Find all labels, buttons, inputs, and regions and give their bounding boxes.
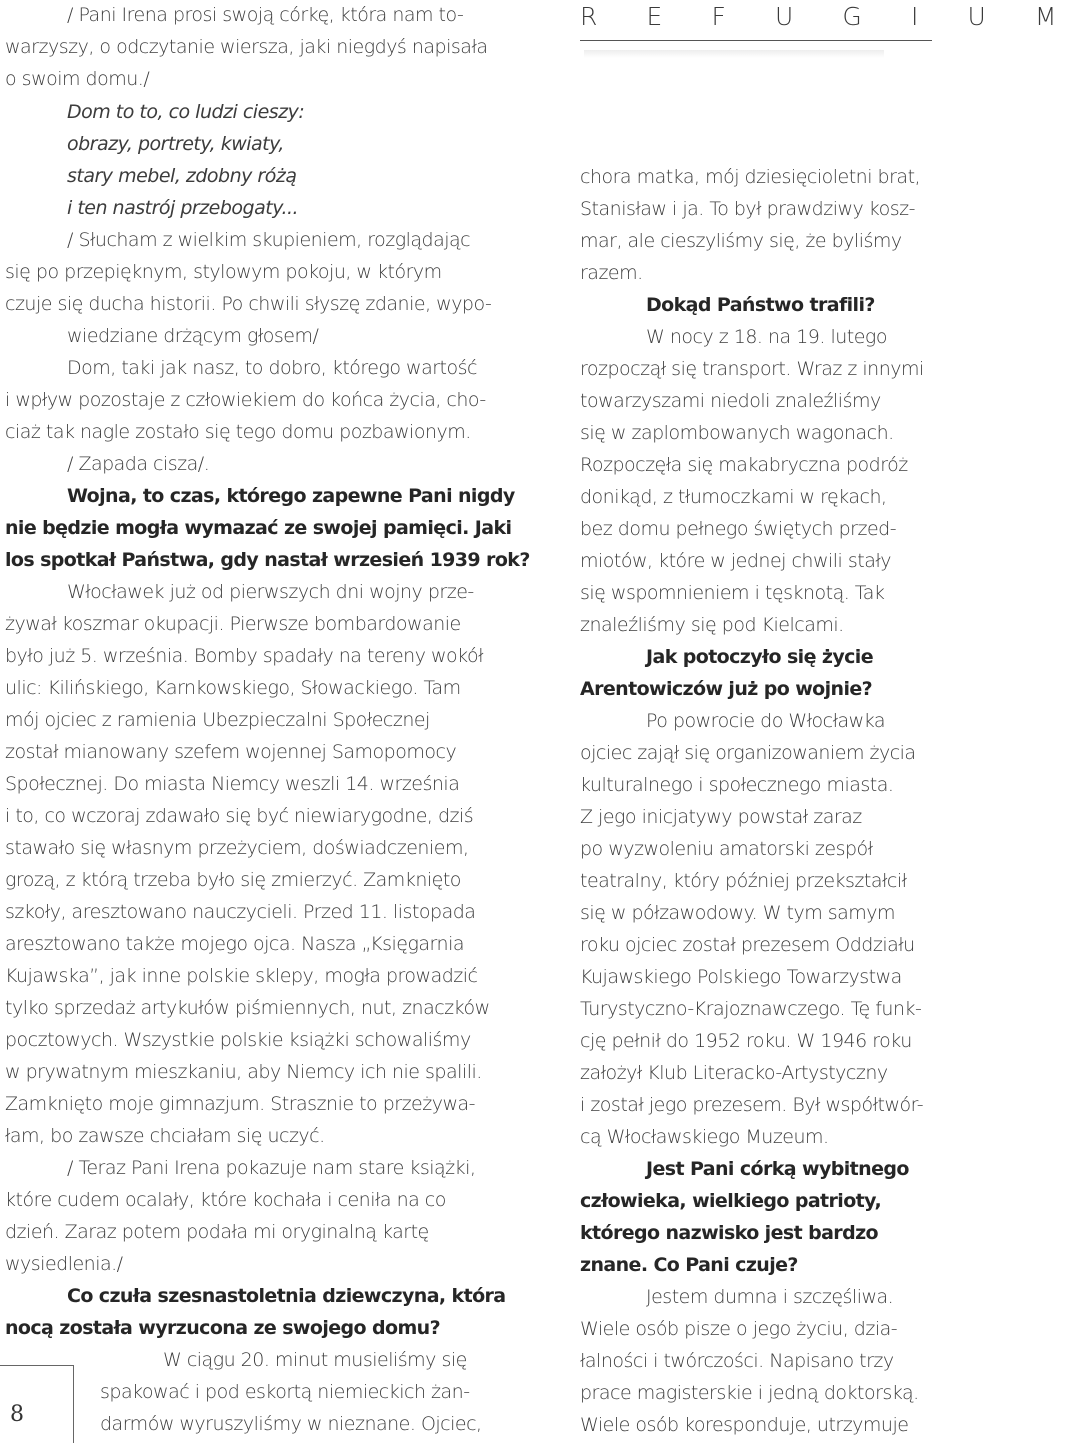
text-line: Po powrocie do Włocławka — [646, 710, 886, 732]
right-column — [560, 0, 960, 1443]
page-number-box — [0, 1360, 74, 1443]
question-line: Arentowiczów już po wojnie? — [580, 678, 873, 700]
text-line: łam, bo zawsze chciałam się uczyć. — [5, 1125, 325, 1147]
text-line: ulic: Kilińskiego, Karnkowskiego, Słowackiego. Tam — [5, 677, 461, 699]
text-line: W nocy z 18. na 19. lutego — [646, 326, 887, 348]
poem-line: Dom to to, co ludzi cieszy: — [67, 101, 305, 123]
text-line: czuje się ducha historii. Po chwili słyszę zdanie, wypo- — [5, 293, 492, 315]
text-line: wysiedlenia./ — [5, 1253, 123, 1275]
question-line: Jak potoczyło się życie — [646, 646, 873, 668]
text-line: Zamknięto moje gimnazjum. Strasznie to przeżywa- — [5, 1093, 475, 1115]
text-line: razem. — [580, 262, 643, 284]
text-line: i wpływ pozostaje z człowiekiem do końca życia, cho- — [5, 389, 486, 411]
text-line: się po przepięknym, stylowym pokoju, w którym — [5, 261, 442, 283]
text-line: spakować i pod eskortą niemieckich żan- — [100, 1381, 470, 1403]
text-line: mój ojciec z ramienia Ubezpieczalni Społecznej — [5, 709, 430, 731]
text-line: się w półzawodowy. W tym samym — [580, 902, 896, 924]
text-line: tylko sprzedaż artykułów piśmiennych, nut, znaczków — [5, 997, 490, 1019]
text-line: Wiele osób koresponduje, utrzymuje — [580, 1414, 909, 1436]
text-line: został mianowany szefem wojennej Samopomocy — [5, 741, 457, 763]
text-line: pocztowych. Wszystkie polskie książki schowaliśmy — [5, 1029, 471, 1051]
text-line: ciaż tak nagle zostało się tego domu pozbawionym. — [5, 421, 471, 443]
text-line: dzień. Zaraz potem podała mi oryginalną kartę — [5, 1221, 429, 1243]
poem-line: i ten nastrój przebogaty... — [67, 197, 299, 219]
text-line: Rozpoczęła się makabryczna podróż — [580, 454, 908, 476]
text-line: / Pani Irena prosi swoją córkę, która nam to- — [67, 4, 464, 26]
question-line: Jest Pani córką wybitnego — [646, 1158, 909, 1180]
page-number: 8 — [10, 1402, 24, 1427]
text-line: i został jego prezesem. Był współtwór- — [580, 1094, 924, 1116]
text-line: grozą, z którą trzeba było się zmierzyć. Zamknięto — [5, 869, 461, 891]
text-line: ojciec zajął się organizowaniem życia — [580, 742, 916, 764]
question-line: nocą została wyrzucona ze swojego domu? — [5, 1317, 441, 1339]
text-line: kulturalnego i społecznego miasta. — [580, 774, 894, 796]
question-line: Dokąd Państwo trafili? — [646, 294, 875, 316]
text-line: stawało się własnym przeżyciem, doświadczeniem, — [5, 837, 469, 859]
text-line: Wiele osób pisze o jego życiu, dzia- — [580, 1318, 898, 1340]
question-line: nie będzie mogła wymazać ze swojej pamięci. Jaki — [5, 517, 512, 539]
text-line: które cudem ocalały, które kochała i ceniła na co — [5, 1189, 446, 1211]
text-line: mar, ale cieszyliśmy się, że byliśmy — [580, 230, 902, 252]
text-line: się wspomnieniem i tęsknotą. Tak — [580, 582, 885, 604]
text-line: o swoim domu./ — [5, 68, 150, 90]
text-line: donikąd, z tłumoczkami w rękach, — [580, 486, 887, 508]
text-line: Kujawska”, jak inne polskie sklepy, mogła prowadzić — [5, 965, 478, 987]
text-line: Włocławek już od pierwszych dni wojny prze- — [67, 581, 474, 603]
text-line: się w zaplombowanych wagonach. — [580, 422, 894, 444]
text-line: cję pełnił do 1952 roku. W 1946 roku — [580, 1030, 912, 1052]
text-line: Społecznej. Do miasta Niemcy weszli 14. września — [5, 773, 460, 795]
text-line: W ciągu 20. minut musieliśmy się — [163, 1349, 467, 1371]
text-line: Turystyczno-Krajoznawczego. Tę funk- — [580, 998, 922, 1020]
question-line: którego nazwisko jest bardzo — [580, 1222, 878, 1244]
text-line: towarzyszami niedoli znaleźliśmy — [580, 390, 881, 412]
question-line: Wojna, to czas, którego zapewne Pani nigdy — [67, 485, 515, 507]
page-box-side-rule — [73, 1365, 74, 1443]
text-line: prace magisterskie i jedną doktorską. — [580, 1382, 919, 1404]
text-line: cą Włocławskiego Muzeum. — [580, 1126, 829, 1148]
question-line: człowieka, wielkiego patrioty, — [580, 1190, 882, 1212]
text-line: Kujawskiego Polskiego Towarzystwa — [580, 966, 902, 988]
text-line: / Słucham z wielkim skupieniem, rozglądając — [67, 229, 471, 251]
text-line: w prywatnym mieszkaniu, aby Niemcy ich nie spalili. — [5, 1061, 482, 1083]
text-line: rozpoczął się transport. Wraz z innymi — [580, 358, 924, 380]
text-line: darmów wyruszyliśmy w nieznane. Ojciec, — [100, 1413, 482, 1435]
text-line: / Zapada cisza/. — [67, 453, 210, 475]
text-line: szkoły, aresztowano nauczycieli. Przed 11. listopada — [5, 901, 476, 923]
text-line: po wyzwoleniu amatorski zespół — [580, 838, 873, 860]
question-line: Co czuła szesnastoletnia dziewczyna, która — [67, 1285, 506, 1307]
text-line: założył Klub Literacko-Artystyczny — [580, 1062, 888, 1084]
text-line: aresztowano także mojego ojca. Nasza „Księgarnia — [5, 933, 464, 955]
text-line: żywał koszmar okupacji. Pierwsze bombardowanie — [5, 613, 461, 635]
text-line: warzyszy, o odczytanie wiersza, jaki niegdyś napisała — [5, 36, 488, 58]
page-box-top-rule — [0, 1365, 74, 1366]
text-line: i to, co wczoraj zdawało się być niewiarygodne, dziś — [5, 805, 474, 827]
text-line: / Teraz Pani Irena pokazuje nam stare książki, — [67, 1157, 476, 1179]
text-line: bez domu pełnego świętych przed- — [580, 518, 897, 540]
text-line: chora matka, mój dziesięcioletni brat, — [580, 166, 921, 188]
text-line: łalności i twórczości. Napisano trzy — [580, 1350, 894, 1372]
magazine-title: R E F U G I U M — [580, 2, 1077, 31]
text-line: teatralny, który później przekształcił — [580, 870, 907, 892]
text-line: było już 5. września. Bomby spadały na tereny wokół — [5, 645, 484, 667]
text-line: Z jego inicjatywy powstał zaraz — [580, 806, 862, 828]
question-line: znane. Co Pani czuje? — [580, 1254, 798, 1276]
text-line: Dom, taki jak nasz, to dobro, którego wartość — [67, 357, 477, 379]
poem-line: stary mebel, zdobny różą — [67, 165, 297, 187]
text-line: roku ojciec został prezesem Oddziału — [580, 934, 915, 956]
text-line: Jestem dumna i szczęśliwa. — [646, 1286, 894, 1308]
text-line: wiedziane drżącym głosem/ — [67, 325, 319, 347]
poem-line: obrazy, portrety, kwiaty, — [67, 133, 284, 155]
text-line: Stanisław i ja. To był prawdziwy kosz- — [580, 198, 915, 220]
question-line: los spotkał Państwa, gdy nastał wrzesień 1939 rok? — [5, 549, 530, 571]
text-line: znaleźliśmy się pod Kielcami. — [580, 614, 844, 636]
text-line: miotów, które w jednej chwili stały — [580, 550, 892, 572]
